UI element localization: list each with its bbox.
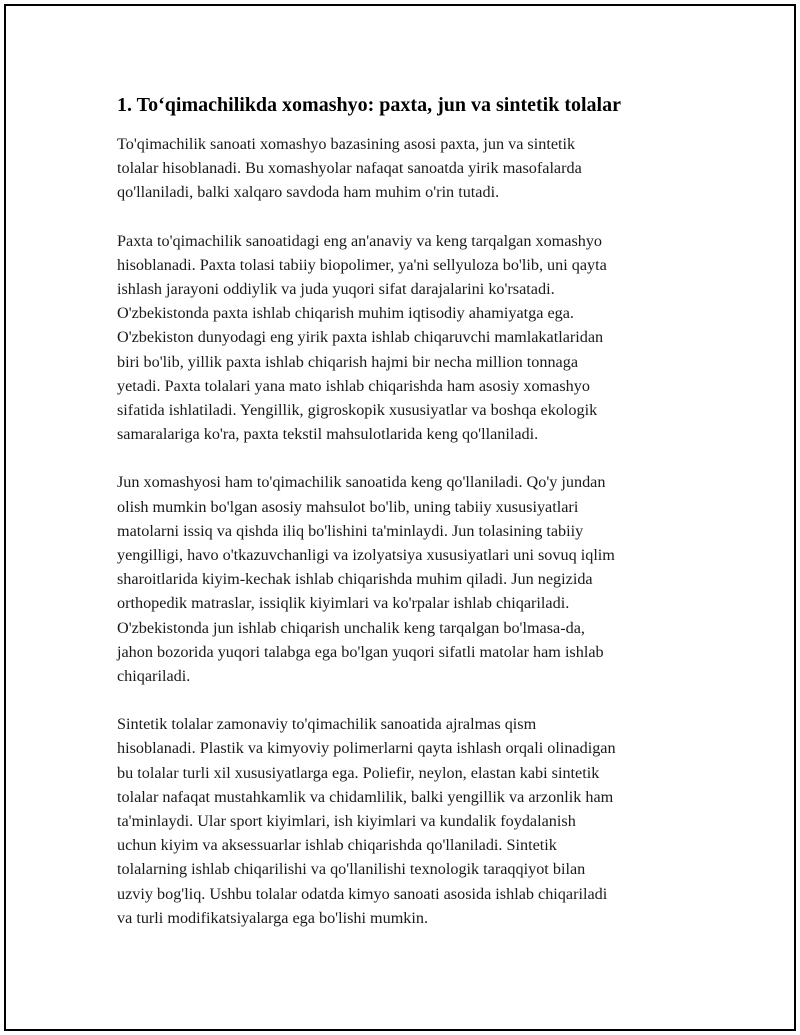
document-body	[117, 92, 682, 954]
paragraph-cotton: Paxta to'qimachilik sanoatidagi eng an'anaviy va keng tarqalgan xomashyo hisoblanadi. Paxta tolasi tabiiy biopolimer, ya'ni sellyuloza bo'lib, uni qayta ishlash jarayoni oddiylik va juda yuqori sifat darajalarini ko'rsatadi. O'zbekistonda paxta ishlab chiqarish muhim iqtisodiy ahamiyatga ega. O'zbekiston dunyodagi eng yirik paxta ishlab chiqaruvchi mamlakatlaridan biri bo'lib, yillik paxta ishlab chiqarish hajmi bir necha million tonnaga yetadi. Paxta tolalari yana mato ishlab chiqarishda ham asosiy xomashyo sifatida ishlatiladi. Yengillik, gigroskopik xususiyatlar va boshqa ekologik samaralariga ko'ra, paxta tekstil mahsulotlarida keng qo'llaniladi.	[117, 231, 607, 444]
paragraph-intro: To'qimachilik sanoati xomashyo bazasining asosi paxta, jun va sintetik tolalar hisoblanadi. Bu xomashyolar nafaqat sanoatda yirik masofalarda qo'llaniladi, balki xalqaro savdoda ham muhim o'rin tutadi.	[117, 135, 582, 202]
paragraph-synthetic: Sintetik tolalar zamonaviy to'qimachilik sanoatida ajralmas qism hisoblanadi. Plastik va kimyoviy polimerlarni qayta ishlash orqali olinadigan bu tolalar turli xil xususiyatlarga ega. Poliefir, neylon, elastan kabi sintetik tolalar nafaqat mustahkamlik va chidamlilik, balki yengillik va arzonlik ham ta'minlaydi. Ular sport kiyimlari, ish kiyimlari va kundalik foydalanish uchun kiyim va aksessuarlar ishlab chiqarishda qo'llaniladi. Sintetik tolalarning ishlab chiqarilishi va qo'llanilishi texnologik taraqqiyot bilan uzviy bog'liq. Ushbu tolalar odatda kimyo sanoati asosida ishlab chiqariladi va turli modifikatsiyalarga ega bo'lishi mumkin.	[117, 715, 616, 927]
section-title: 1. To‘qimachilikda xomashyo: paxta, jun va sintetik tolalar	[117, 94, 621, 116]
paragraph-wool: Jun xomashyosi ham to'qimachilik sanoatida keng qo'llaniladi. Qo'y jundan olish mumkin bo'lgan asosiy mahsulot bo'lib, uning tabiiy xususiyatlari matolarni issiq va qishda iliq bo'lishini ta'minlaydi. Jun tolasining tabiiy yengilligi, havo o'tkazuvchanligi va izolyatsiya xususiyatlari uni sovuq iqlim sharoitlarida kiyim-kechak ishlab chiqarishda muhim qiladi. Jun negizida orthopedik matraslar, issiqlik kiyimlari va ko'rpalar ishlab chiqariladi. O'zbekistonda jun ishlab chiqarish unchalik keng tarqalgan bo'lmasa-da, jahon bozorida yuqori talabga ega bo'lgan yuqori sifatli matolar ham ishlab chiqariladi.	[117, 473, 615, 686]
